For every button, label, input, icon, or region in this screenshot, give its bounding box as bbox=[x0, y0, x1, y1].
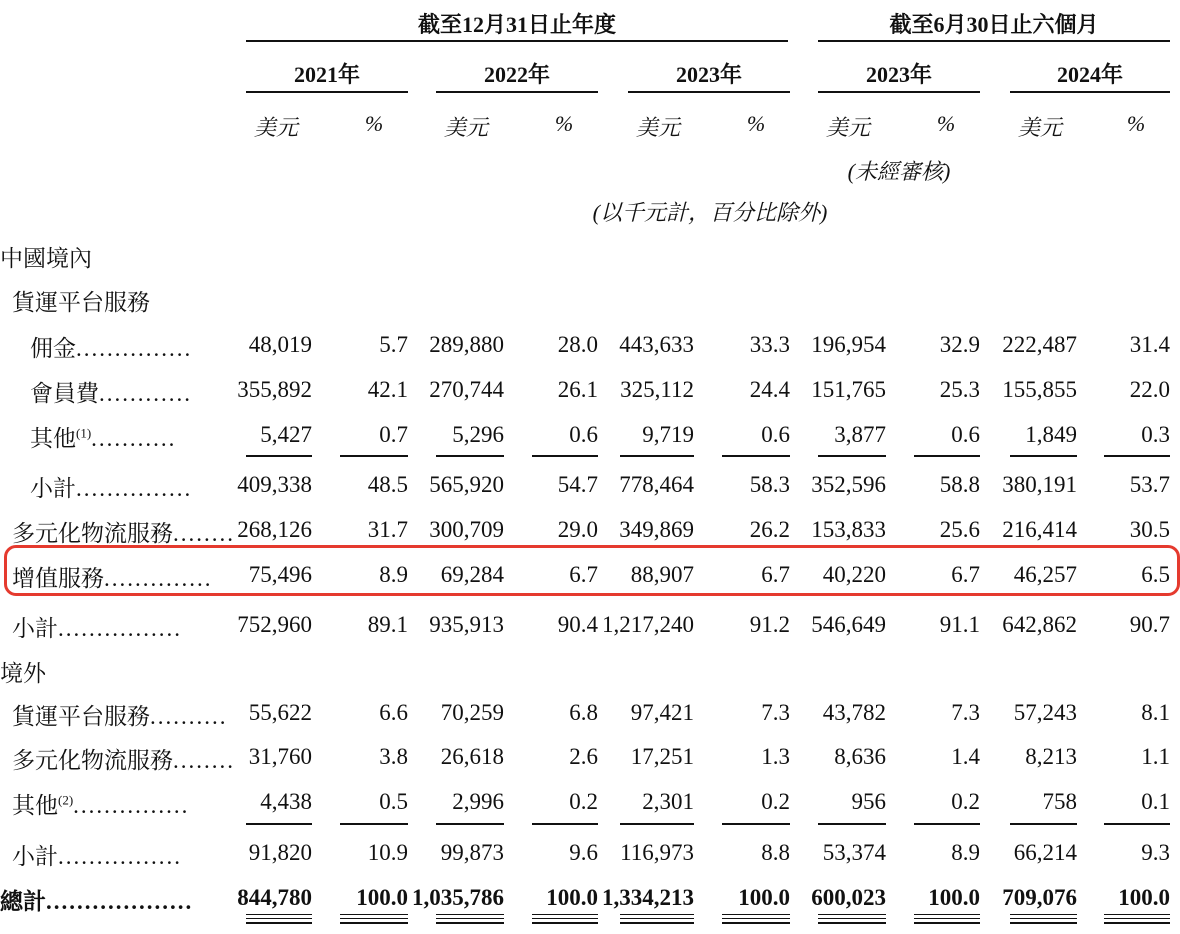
cell-usd: 216,414 bbox=[1002, 517, 1077, 542]
cell-pct: 54.7 bbox=[557, 472, 598, 497]
total-rule bbox=[914, 455, 980, 457]
cell-pct: 6.7 bbox=[569, 562, 598, 587]
year-rule bbox=[628, 91, 790, 93]
cell-pct: 0.6 bbox=[569, 422, 598, 447]
row-label bbox=[30, 330, 192, 363]
total-rule bbox=[722, 922, 790, 924]
total-rule bbox=[246, 922, 312, 924]
total-rule bbox=[340, 823, 408, 825]
total-rule bbox=[1104, 823, 1170, 825]
total-rule bbox=[1010, 455, 1077, 457]
cell-usd: 409,338 bbox=[237, 472, 312, 497]
year-header: 2022年 bbox=[483, 62, 550, 87]
leader-dots: ............... bbox=[73, 793, 190, 818]
cell-pct: 0.2 bbox=[761, 789, 790, 814]
cell-usd: 380,191 bbox=[1002, 472, 1077, 497]
total-rule bbox=[436, 823, 504, 825]
total-rule bbox=[1010, 914, 1077, 919]
total-rule bbox=[620, 914, 694, 919]
cell-usd: 9,719 bbox=[642, 422, 694, 447]
row-label bbox=[12, 838, 182, 871]
cell-pct: 0.7 bbox=[379, 422, 408, 447]
total-rule bbox=[246, 914, 312, 919]
cell-pct: 32.9 bbox=[939, 332, 980, 357]
cell-usd: 26,618 bbox=[440, 744, 504, 769]
cell-usd: 956 bbox=[851, 789, 886, 814]
cell-usd: 99,873 bbox=[440, 840, 504, 865]
cell-usd: 196,954 bbox=[811, 332, 886, 357]
cell-usd: 153,833 bbox=[811, 517, 886, 542]
year-rule bbox=[1010, 91, 1170, 93]
cell-pct: 6.6 bbox=[379, 700, 408, 725]
row-label-text: 會員費 bbox=[30, 381, 99, 406]
cell-usd: 270,744 bbox=[429, 377, 504, 402]
row-label bbox=[12, 515, 235, 548]
cell-usd: 300,709 bbox=[429, 517, 504, 542]
cell-usd: 352,596 bbox=[811, 472, 886, 497]
cell-pct: 1.4 bbox=[951, 744, 980, 769]
leader-dots: ............... bbox=[76, 336, 193, 361]
unit-pct: % bbox=[364, 111, 384, 136]
cell-usd: 1,035,786 bbox=[412, 885, 504, 910]
cell-usd: 48,019 bbox=[248, 332, 312, 357]
cell-usd: 5,427 bbox=[260, 422, 312, 447]
total-rule bbox=[532, 914, 598, 919]
cell-usd: 600,023 bbox=[811, 885, 886, 910]
cell-pct: 0.6 bbox=[951, 422, 980, 447]
cell-pct: 90.7 bbox=[1129, 612, 1170, 637]
cell-pct: 28.0 bbox=[557, 332, 598, 357]
total-rule bbox=[818, 823, 886, 825]
cell-usd: 31,760 bbox=[248, 744, 312, 769]
cell-usd: 91,820 bbox=[248, 840, 312, 865]
row-label bbox=[0, 883, 193, 916]
units-note: (以千元計，百分比除外) bbox=[592, 200, 828, 225]
cell-pct: 24.4 bbox=[749, 377, 790, 402]
row-label bbox=[30, 470, 192, 503]
cell-pct: 6.5 bbox=[1141, 562, 1170, 587]
row-label-text: 其他 bbox=[12, 793, 58, 818]
cell-pct: 7.3 bbox=[951, 700, 980, 725]
cell-pct: 9.3 bbox=[1141, 840, 1170, 865]
total-rule bbox=[532, 455, 598, 457]
row-label-text: 增值服務 bbox=[12, 566, 104, 591]
cell-pct: 42.1 bbox=[367, 377, 408, 402]
cell-usd: 268,126 bbox=[237, 517, 312, 542]
cell-pct: 8.9 bbox=[951, 840, 980, 865]
cell-usd: 69,284 bbox=[440, 562, 504, 587]
total-rule bbox=[436, 922, 504, 924]
total-rule bbox=[1104, 455, 1170, 457]
total-rule bbox=[1010, 922, 1077, 924]
row-label-text: 中國境內 bbox=[0, 246, 92, 271]
cell-usd: 46,257 bbox=[1013, 562, 1077, 587]
row-label bbox=[12, 787, 189, 820]
row-label bbox=[0, 655, 46, 688]
leader-dots: ........ bbox=[173, 748, 235, 773]
leader-dots: ................... bbox=[46, 889, 194, 914]
cell-pct: 91.2 bbox=[749, 612, 790, 637]
cell-usd: 116,973 bbox=[620, 840, 694, 865]
total-rule bbox=[620, 455, 694, 457]
unit-pct: % bbox=[554, 111, 574, 136]
year-header: 2021年 bbox=[293, 62, 360, 87]
leader-dots: ........... bbox=[91, 426, 177, 451]
total-rule bbox=[246, 823, 312, 825]
cell-pct: 10.9 bbox=[367, 840, 408, 865]
cell-pct: 100.0 bbox=[928, 885, 980, 910]
cell-usd: 222,487 bbox=[1002, 332, 1077, 357]
total-rule bbox=[722, 914, 790, 919]
cell-pct: 0.3 bbox=[1141, 422, 1170, 447]
cell-usd: 66,214 bbox=[1013, 840, 1077, 865]
cell-usd: 8,213 bbox=[1025, 744, 1077, 769]
cell-pct: 100.0 bbox=[738, 885, 790, 910]
cell-pct: 9.6 bbox=[569, 840, 598, 865]
cell-pct: 8.9 bbox=[379, 562, 408, 587]
footnote-marker: (1) bbox=[76, 425, 92, 441]
unaudited-note: (未經審核) bbox=[847, 159, 951, 184]
row-label-text: 小計 bbox=[12, 616, 58, 641]
cell-usd: 4,438 bbox=[260, 789, 312, 814]
cell-usd: 17,251 bbox=[630, 744, 694, 769]
cell-usd: 289,880 bbox=[429, 332, 504, 357]
leader-dots: ................ bbox=[58, 616, 182, 641]
total-rule bbox=[818, 455, 886, 457]
total-rule bbox=[914, 823, 980, 825]
total-rule bbox=[914, 914, 980, 919]
total-rule bbox=[722, 455, 790, 457]
cell-pct: 2.6 bbox=[569, 744, 598, 769]
cell-usd: 546,649 bbox=[811, 612, 886, 637]
total-rule bbox=[532, 823, 598, 825]
unit-usd: 美元 bbox=[635, 115, 680, 140]
leader-dots: .............. bbox=[104, 566, 213, 591]
cell-usd: 349,869 bbox=[619, 517, 694, 542]
unit-usd: 美元 bbox=[1017, 115, 1062, 140]
cell-usd: 1,334,213 bbox=[602, 885, 694, 910]
row-label bbox=[12, 742, 235, 775]
cell-pct: 5.7 bbox=[379, 332, 408, 357]
unit-usd: 美元 bbox=[253, 115, 298, 140]
total-rule bbox=[340, 455, 408, 457]
cell-pct: 0.5 bbox=[379, 789, 408, 814]
total-rule bbox=[532, 922, 598, 924]
cell-usd: 752,960 bbox=[237, 612, 312, 637]
year-header: 2024年 bbox=[1056, 62, 1123, 87]
cell-usd: 88,907 bbox=[630, 562, 694, 587]
year-header: 2023年 bbox=[865, 62, 932, 87]
cell-usd: 97,421 bbox=[630, 700, 694, 725]
cell-usd: 57,243 bbox=[1013, 700, 1077, 725]
cell-pct: 1.1 bbox=[1141, 744, 1170, 769]
cell-usd: 151,765 bbox=[811, 377, 886, 402]
cell-pct: 22.0 bbox=[1129, 377, 1170, 402]
cell-pct: 6.7 bbox=[951, 562, 980, 587]
total-rule bbox=[340, 914, 408, 919]
cell-usd: 844,780 bbox=[237, 885, 312, 910]
row-label bbox=[12, 284, 150, 317]
cell-pct: 26.2 bbox=[749, 517, 790, 542]
cell-usd: 5,296 bbox=[452, 422, 504, 447]
unit-usd: 美元 bbox=[443, 115, 488, 140]
unit-usd: 美元 bbox=[825, 115, 870, 140]
cell-pct: 89.1 bbox=[367, 612, 408, 637]
row-label-text: 總計 bbox=[0, 889, 46, 914]
cell-pct: 48.5 bbox=[367, 472, 408, 497]
cell-usd: 43,782 bbox=[822, 700, 886, 725]
row-label bbox=[30, 420, 176, 453]
row-label-text: 佣金 bbox=[30, 336, 76, 361]
cell-pct: 25.6 bbox=[939, 517, 980, 542]
cell-pct: 58.3 bbox=[749, 472, 790, 497]
period-h1-header: 截至6月30日止六個月 bbox=[889, 12, 1099, 37]
unit-pct: % bbox=[936, 111, 956, 136]
year-rule bbox=[818, 91, 980, 93]
cell-usd: 40,220 bbox=[822, 562, 886, 587]
cell-usd: 778,464 bbox=[619, 472, 694, 497]
cell-usd: 935,913 bbox=[429, 612, 504, 637]
row-label-text: 多元化物流服務 bbox=[12, 521, 173, 546]
cell-usd: 1,217,240 bbox=[602, 612, 694, 637]
cell-pct: 6.7 bbox=[761, 562, 790, 587]
cell-pct: 26.1 bbox=[557, 377, 598, 402]
cell-usd: 70,259 bbox=[440, 700, 504, 725]
period-h1-rule bbox=[818, 40, 1170, 42]
year-header: 2023年 bbox=[675, 62, 742, 87]
cell-usd: 53,374 bbox=[822, 840, 886, 865]
total-rule bbox=[1010, 823, 1077, 825]
leader-dots: ............ bbox=[99, 381, 192, 406]
leader-dots: .......... bbox=[150, 704, 228, 729]
row-label-text: 境外 bbox=[0, 661, 46, 686]
row-label-text: 其他 bbox=[30, 426, 76, 451]
cell-pct: 8.8 bbox=[761, 840, 790, 865]
cell-usd: 3,877 bbox=[834, 422, 886, 447]
leader-dots: ............... bbox=[76, 476, 193, 501]
total-rule bbox=[1104, 922, 1170, 924]
cell-pct: 100.0 bbox=[546, 885, 598, 910]
cell-pct: 8.1 bbox=[1141, 700, 1170, 725]
leader-dots: ................ bbox=[58, 844, 182, 869]
cell-pct: 31.7 bbox=[367, 517, 408, 542]
row-label bbox=[30, 375, 192, 408]
cell-usd: 758 bbox=[1042, 789, 1077, 814]
cell-pct: 7.3 bbox=[761, 700, 790, 725]
period-fy-rule bbox=[246, 40, 788, 42]
cell-usd: 642,862 bbox=[1002, 612, 1077, 637]
cell-usd: 155,855 bbox=[1002, 377, 1077, 402]
total-rule bbox=[620, 823, 694, 825]
cell-pct: 90.4 bbox=[557, 612, 598, 637]
cell-pct: 25.3 bbox=[939, 377, 980, 402]
cell-pct: 91.1 bbox=[939, 612, 980, 637]
total-rule bbox=[620, 922, 694, 924]
unit-pct: % bbox=[746, 111, 766, 136]
cell-pct: 0.2 bbox=[569, 789, 598, 814]
total-rule bbox=[436, 914, 504, 919]
total-rule bbox=[818, 922, 886, 924]
cell-usd: 55,622 bbox=[248, 700, 312, 725]
total-rule bbox=[914, 922, 980, 924]
cell-pct: 0.2 bbox=[951, 789, 980, 814]
cell-pct: 31.4 bbox=[1129, 332, 1170, 357]
row-label bbox=[12, 698, 228, 731]
year-rule bbox=[246, 91, 408, 93]
cell-pct: 58.8 bbox=[939, 472, 980, 497]
cell-pct: 53.7 bbox=[1129, 472, 1170, 497]
cell-usd: 2,301 bbox=[642, 789, 694, 814]
year-rule bbox=[436, 91, 598, 93]
cell-pct: 1.3 bbox=[761, 744, 790, 769]
row-label-text: 小計 bbox=[30, 476, 76, 501]
cell-usd: 8,636 bbox=[834, 744, 886, 769]
cell-pct: 30.5 bbox=[1129, 517, 1170, 542]
period-fy-header: 截至12月31日止年度 bbox=[417, 12, 616, 37]
total-rule bbox=[722, 823, 790, 825]
cell-usd: 709,076 bbox=[1002, 885, 1077, 910]
total-rule bbox=[1104, 914, 1170, 919]
cell-pct: 33.3 bbox=[749, 332, 790, 357]
row-label bbox=[0, 240, 92, 273]
cell-usd: 355,892 bbox=[237, 377, 312, 402]
cell-pct: 6.8 bbox=[569, 700, 598, 725]
row-label-text: 多元化物流服務 bbox=[12, 748, 173, 773]
cell-pct: 3.8 bbox=[379, 744, 408, 769]
row-label-text: 小計 bbox=[12, 844, 58, 869]
cell-usd: 1,849 bbox=[1025, 422, 1077, 447]
total-rule bbox=[436, 455, 504, 457]
footnote-marker: (2) bbox=[58, 792, 74, 808]
cell-pct: 100.0 bbox=[356, 885, 408, 910]
cell-usd: 2,996 bbox=[452, 789, 504, 814]
cell-usd: 443,633 bbox=[619, 332, 694, 357]
cell-pct: 100.0 bbox=[1118, 885, 1170, 910]
leader-dots: ........ bbox=[173, 521, 235, 546]
total-rule bbox=[246, 455, 312, 457]
cell-usd: 565,920 bbox=[429, 472, 504, 497]
row-label-text: 貨運平台服務 bbox=[12, 704, 150, 729]
cell-pct: 0.1 bbox=[1141, 789, 1170, 814]
row-label-text: 貨運平台服務 bbox=[12, 290, 150, 315]
cell-pct: 0.6 bbox=[761, 422, 790, 447]
total-rule bbox=[340, 922, 408, 924]
highlight-box bbox=[4, 545, 1180, 596]
row-label bbox=[12, 610, 182, 643]
cell-usd: 75,496 bbox=[248, 562, 312, 587]
cell-pct: 29.0 bbox=[557, 517, 598, 542]
total-rule bbox=[818, 914, 886, 919]
cell-usd: 325,112 bbox=[620, 377, 694, 402]
unit-pct: % bbox=[1126, 111, 1146, 136]
